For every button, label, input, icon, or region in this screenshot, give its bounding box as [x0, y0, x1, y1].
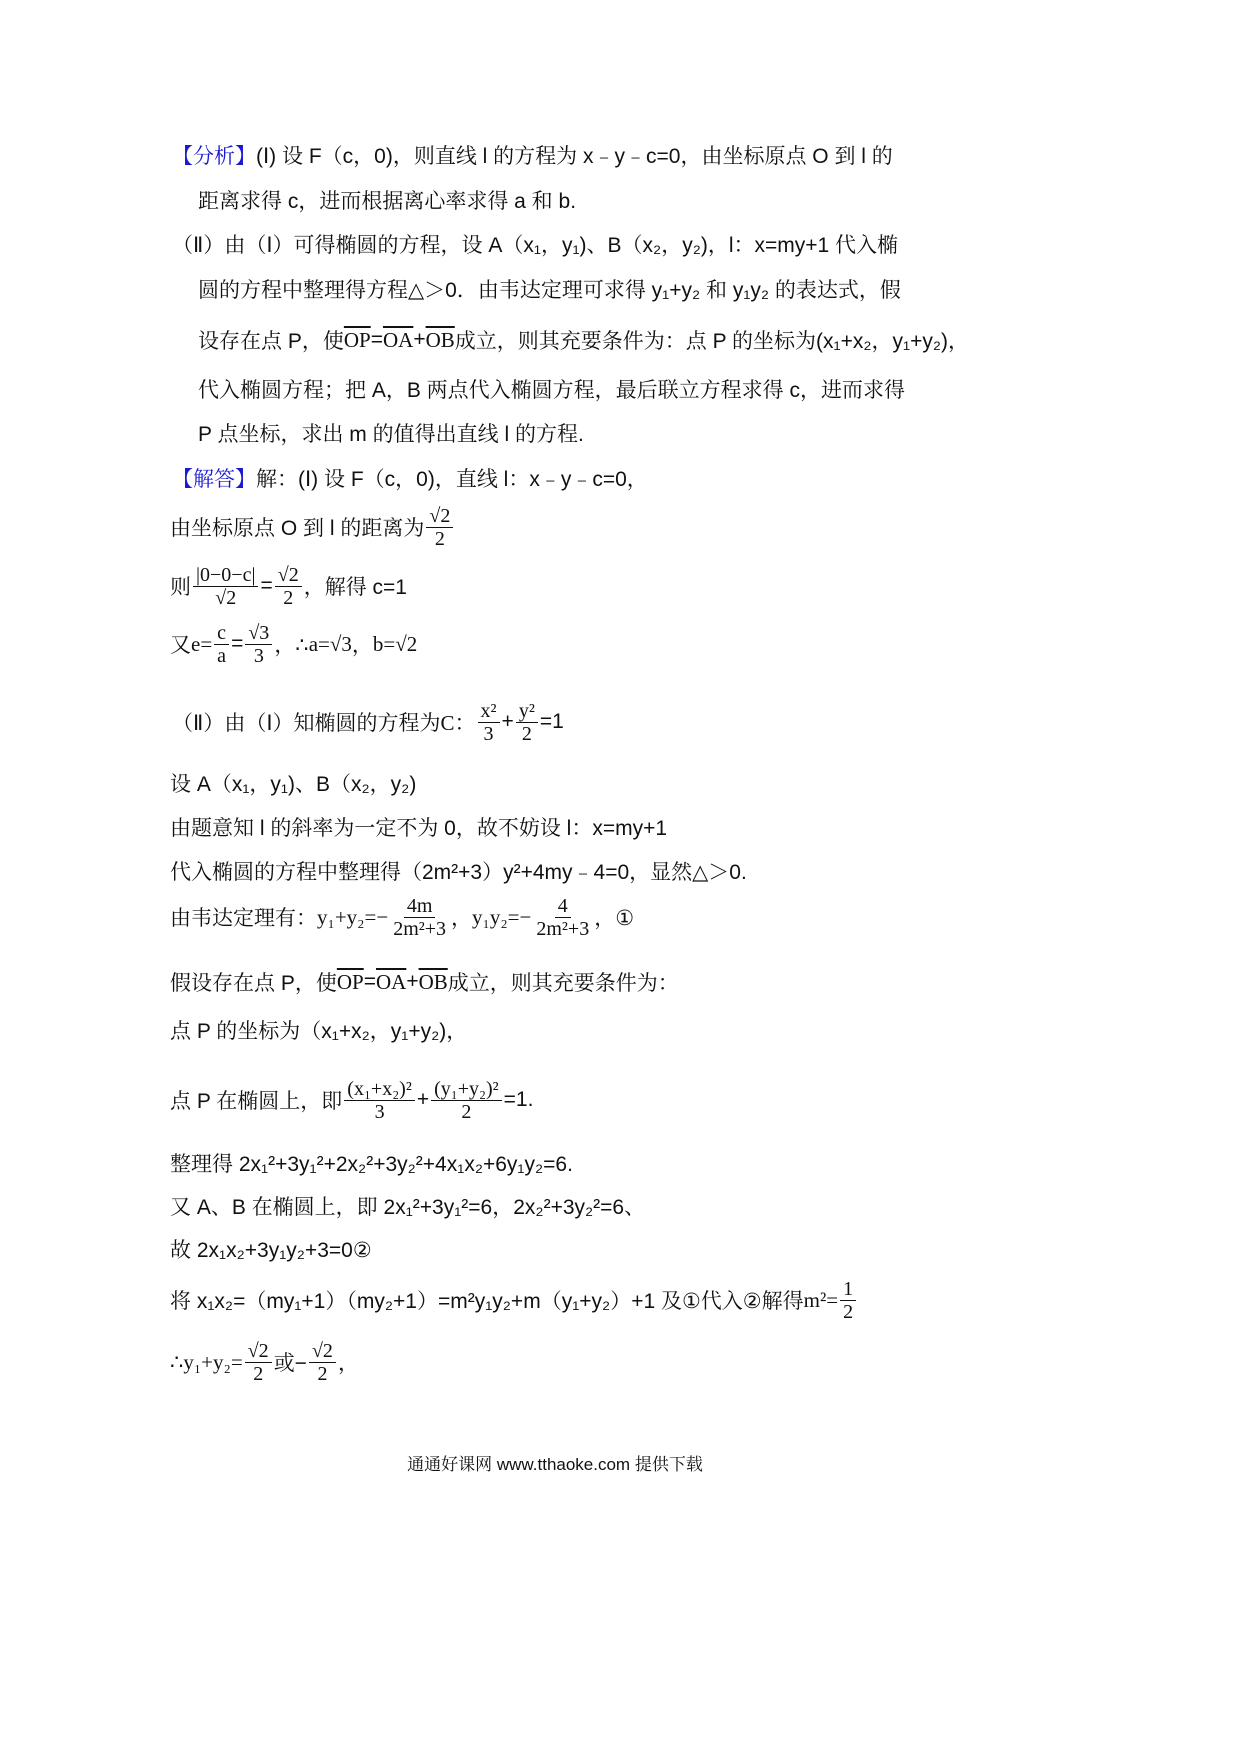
denominator: 2 — [843, 1300, 854, 1323]
text-line — [198, 413, 584, 453]
vector: $\overline{OA}$ — [375, 969, 407, 994]
text-run: P 点坐标，求出 m 的值得出直线 l 的方程. — [198, 423, 584, 446]
numerator: √2 — [309, 1340, 336, 1363]
section-label: 【分析】 — [172, 145, 256, 168]
vector: $\overline{OP}$ — [343, 327, 371, 352]
numerator: x² — [478, 700, 500, 723]
fraction — [275, 564, 302, 609]
text-run: =1. — [503, 1088, 534, 1111]
text-run: 由坐标原点 O 到 l 的距离为 — [170, 517, 425, 540]
text-line — [198, 269, 901, 309]
text-line — [170, 1077, 534, 1123]
text-line — [170, 504, 455, 550]
text-run: 点 P 在椭圆上，即 — [170, 1090, 343, 1113]
math-expression: m²= — [803, 1287, 839, 1312]
text-line — [198, 180, 576, 220]
denominator: 2 — [253, 1362, 264, 1385]
denominator: 2 — [521, 722, 532, 745]
text-run: 又 A、B 在椭圆上，即 2x₁²+3y₁²=6，2x₂²+3y₂²=6、 — [170, 1196, 646, 1219]
denominator: 3 — [483, 722, 494, 745]
text-run: = — [231, 632, 244, 655]
text-run: + — [406, 970, 419, 993]
fraction — [245, 1340, 272, 1385]
vector: $\overline{OB}$ — [418, 969, 448, 994]
fraction — [193, 564, 258, 609]
denominator: 2 — [461, 1100, 472, 1123]
text-run: ， — [451, 907, 473, 930]
text-run: = — [363, 970, 376, 993]
fraction — [533, 895, 592, 940]
fraction — [431, 1078, 502, 1123]
numerator: 4m — [404, 895, 436, 918]
text-line — [172, 699, 564, 745]
fraction — [309, 1340, 336, 1385]
fraction — [344, 1078, 415, 1123]
text-line — [170, 1339, 359, 1385]
fraction — [516, 700, 538, 745]
numerator: (y₁+y₂)² — [431, 1078, 502, 1101]
text-run: 圆的方程中整理得方程△＞0．由韦达定理可求得 y₁+y₂ 和 y₁y₂ 的表达式，假 — [198, 279, 901, 302]
text-run: + — [413, 328, 426, 351]
text-line — [198, 369, 905, 409]
text-run: 故 2x₁x₂+3y₁y₂+3=0② — [170, 1239, 372, 1262]
text-run: 由韦达定理有： — [170, 907, 317, 930]
text-run: 解：(Ⅰ) 设 F（c，0)，直线 l：x﹣y﹣c=0， — [256, 468, 648, 491]
math-expression: b=√2 — [372, 631, 418, 656]
numerator: √2 — [426, 505, 453, 528]
fraction — [214, 622, 229, 667]
text-line — [198, 320, 969, 360]
text-run: 或− — [273, 1352, 307, 1375]
fraction — [426, 505, 453, 550]
text-line — [170, 621, 418, 667]
denominator: 2 — [434, 527, 445, 550]
text-run: 代入椭圆方程；把 A，B 两点代入椭圆方程，最后联立方程求得 c，进而求得 — [198, 379, 906, 402]
text-run: 又 — [170, 634, 191, 657]
text-run: 整理得 2x₁²+3y₁²+2x₂²+3y₂²+4x₁x₂+6y₁y₂=6. — [170, 1153, 573, 1176]
text-line — [170, 894, 635, 940]
numerator: 4 — [555, 895, 571, 918]
vector: $\overline{OA}$ — [382, 327, 414, 352]
text-line — [172, 135, 893, 175]
text-run: 成立，则其充要条件为： — [447, 972, 679, 995]
numerator: |0−0−c| — [193, 564, 258, 587]
text-line — [170, 851, 747, 891]
section-label: 【解答】 — [172, 468, 256, 491]
math-expression: y₁y₂=− — [472, 904, 532, 929]
text-line — [170, 563, 407, 609]
text-line — [170, 1229, 372, 1269]
text-run: = — [370, 328, 383, 351]
denominator: a — [217, 644, 227, 667]
numerator: y² — [516, 700, 538, 723]
numerator: (x₁+x₂)² — [344, 1078, 415, 1101]
math-expression: a=√3 — [308, 631, 352, 656]
fraction — [245, 622, 272, 667]
text-line — [170, 763, 416, 803]
numerator: c — [214, 622, 229, 645]
text-line — [170, 1277, 858, 1323]
text-run: 距离求得 c，进而根据离心率求得 a 和 b. — [198, 190, 577, 213]
text-line — [170, 807, 667, 847]
text-run: （Ⅱ）由（Ⅰ）知椭圆的方程为 — [172, 712, 441, 735]
text-run: ，① — [594, 907, 635, 930]
text-run: 假设存在点 P，使 — [170, 972, 337, 995]
footer-text: 通通好课网 www.tthaoke.com 提供下载 — [407, 1455, 703, 1474]
denominator: 2 — [317, 1362, 328, 1385]
text-line — [172, 224, 898, 264]
denominator: 3 — [374, 1100, 385, 1123]
text-run: =1 — [539, 710, 564, 733]
text-run: 将 x₁x₂=（my₁+1）（my₂+1）=m²y₁y₂+m（y₁+y₂）+1 及①代入②解得 — [170, 1290, 804, 1313]
text-run: + — [501, 710, 514, 733]
numerator: √3 — [245, 622, 272, 645]
text-run: 由题意知 l 的斜率为一定不为 0，故不妨设 l：x=my+1 — [170, 817, 668, 840]
text-line — [170, 1010, 467, 1050]
text-run: 代入椭圆的方程中整理得（2m²+3）y²+4my﹣4=0，显然△＞0. — [170, 861, 747, 884]
denominator: 2m²+3 — [393, 917, 447, 940]
numerator: √2 — [245, 1340, 272, 1363]
math-expression: C： — [440, 711, 476, 735]
denominator: √2 — [215, 586, 237, 609]
text-run: （Ⅱ）由（Ⅰ）可得椭圆的方程，设 A（x₁，y₁)、B（x₂，y₂)，l：x=my+1 代入椭 — [172, 234, 899, 257]
fraction — [390, 895, 449, 940]
numerator: 1 — [840, 1278, 856, 1301]
text-run: + — [416, 1088, 430, 1111]
text-run: ，解得 c=1 — [303, 576, 407, 599]
text-line — [170, 1143, 573, 1183]
math-expression: y₁+y₂=− — [317, 904, 389, 929]
denominator: 2 — [283, 586, 294, 609]
text-run: ， — [351, 634, 373, 657]
text-run: 点 P 的坐标为（x₁+x₂，y₁+y₂)， — [170, 1020, 468, 1043]
text-run: ，∴ — [274, 634, 309, 657]
text-run: 设 A（x₁，y₁)、B（x₂，y₂) — [170, 773, 417, 796]
numerator: √2 — [275, 564, 302, 587]
text-line — [170, 962, 679, 1002]
text-line — [170, 1186, 645, 1226]
vector: $\overline{OP}$ — [336, 969, 364, 994]
text-run: 则 — [170, 576, 191, 599]
fraction — [478, 700, 500, 745]
math-expression: e= — [191, 631, 213, 656]
text-run: 设存在点 P，使 — [198, 330, 344, 353]
text-run: = — [260, 574, 273, 597]
text-run: 成立，则其充要条件为：点 P 的坐标为(x₁+x₂，y₁+y₂)， — [454, 330, 970, 353]
denominator: 3 — [253, 644, 264, 667]
text-run: (Ⅰ) 设 F（c，0)，则直线 l 的方程为 x﹣y﹣c=0，由坐标原点 O 到 l 的 — [256, 145, 893, 168]
fraction — [840, 1278, 856, 1323]
vector: $\overline{OB}$ — [425, 327, 455, 352]
math-expression: ∴y₁+y₂= — [170, 1349, 243, 1374]
denominator: 2m²+3 — [536, 917, 590, 940]
text-run: ， — [337, 1352, 359, 1375]
text-line — [172, 458, 648, 498]
